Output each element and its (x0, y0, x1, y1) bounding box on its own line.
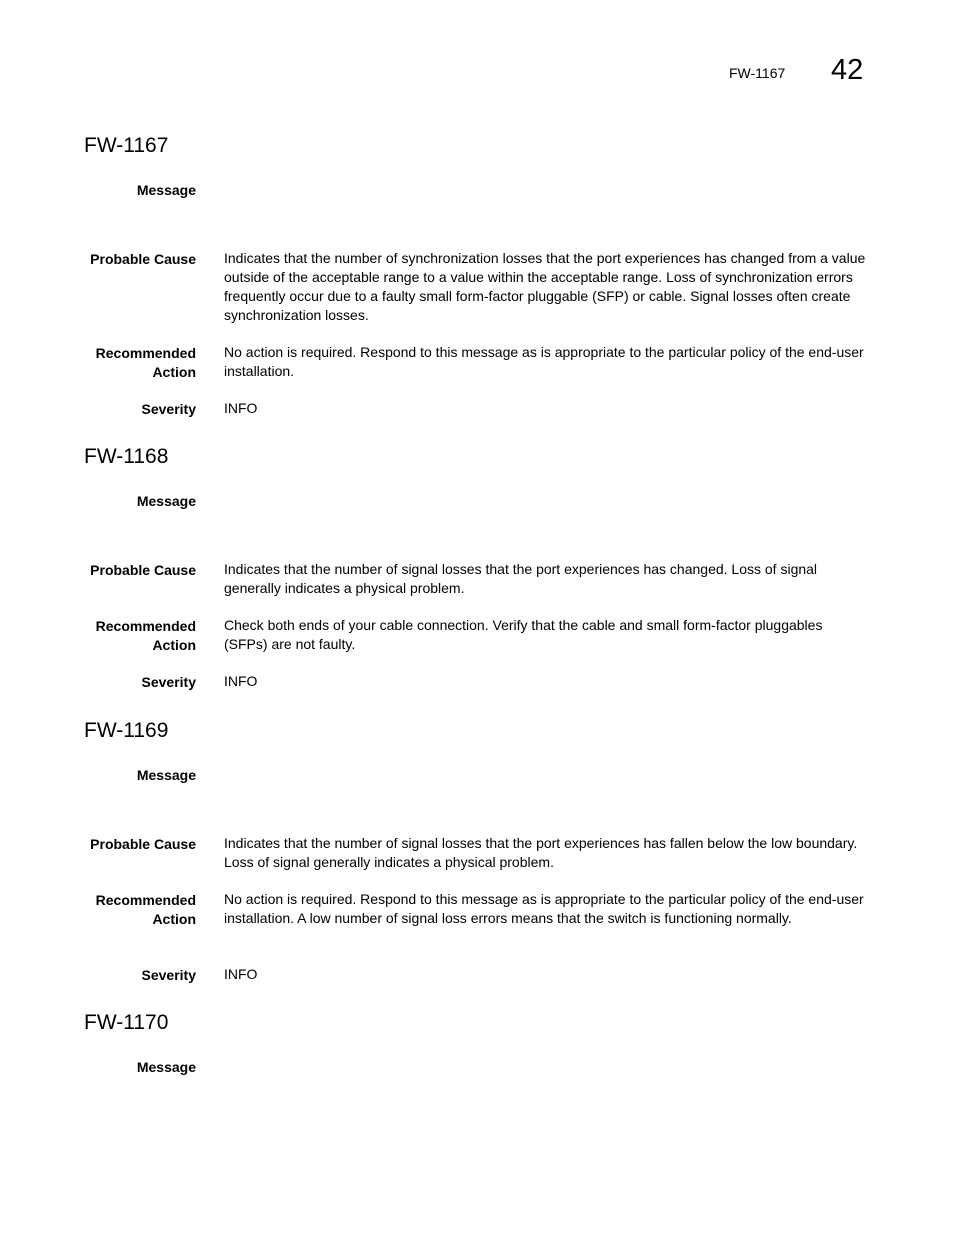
entry-title: FW-1168 (84, 445, 169, 468)
recommended-action-text: No action is required. Respond to this message as is appropriate to the particular policy of the end-user installation. A low number of signal loss errors means that the switch is functioning normally. (224, 891, 864, 926)
entry-title: FW-1170 (84, 1011, 169, 1034)
probable-cause-label: Probable Cause (90, 836, 196, 852)
recommended-action-label (56, 344, 196, 382)
action-label-line: Action (152, 911, 196, 927)
recommended-label-line: Recommended (95, 345, 196, 361)
action-label-line: Action (152, 637, 196, 653)
probable-cause-text: Indicates that the number of signal losses that the port experiences has changed. Loss of signal generally indicates a physical problem. (224, 561, 818, 596)
action-label-line: Action (152, 364, 196, 380)
severity-value: INFO (224, 966, 258, 982)
message-label: Message (136, 182, 196, 198)
probable-cause-label: Probable Cause (90, 251, 196, 267)
message-label: Message (136, 1059, 196, 1075)
message-label: Message (136, 767, 196, 783)
severity-label: Severity (141, 967, 196, 983)
recommended-action-text: Check both ends of your cable connection. Verify that the cable and small form-factor pluggables (SFPs) are not faulty. (224, 617, 823, 652)
chapter-number: 42 (831, 54, 864, 86)
severity-value: INFO (224, 400, 258, 416)
message-label: Message (136, 493, 196, 509)
probable-cause-text: Indicates that the number of synchronization losses that the port experiences has changed from a value outside of the acceptable range to a value within the acceptable range. Loss of synchronization errors frequently occur due to a faulty small form-factor pluggable (SFP) or cable. Signal losses often create synchronization losses. (224, 250, 866, 323)
recommended-label-line: Recommended (95, 892, 196, 908)
entry-title: FW-1169 (84, 719, 169, 742)
severity-label: Severity (141, 674, 196, 690)
probable-cause-text: Indicates that the number of signal losses that the port experiences has fallen below the low boundary. Loss of signal generally indicates a physical problem. (224, 835, 858, 870)
probable-cause-label: Probable Cause (90, 562, 196, 578)
recommended-action-text: No action is required. Respond to this message as is appropriate to the particular policy of the end-user installation. (224, 344, 864, 379)
recommended-label-line: Recommended (95, 618, 196, 634)
severity-value: INFO (224, 673, 258, 689)
recommended-action-label (56, 617, 196, 655)
entry-title: FW-1167 (84, 134, 169, 157)
severity-label: Severity (141, 401, 196, 417)
recommended-action-label (56, 891, 196, 929)
running-header-section: FW-1167 (729, 65, 786, 81)
